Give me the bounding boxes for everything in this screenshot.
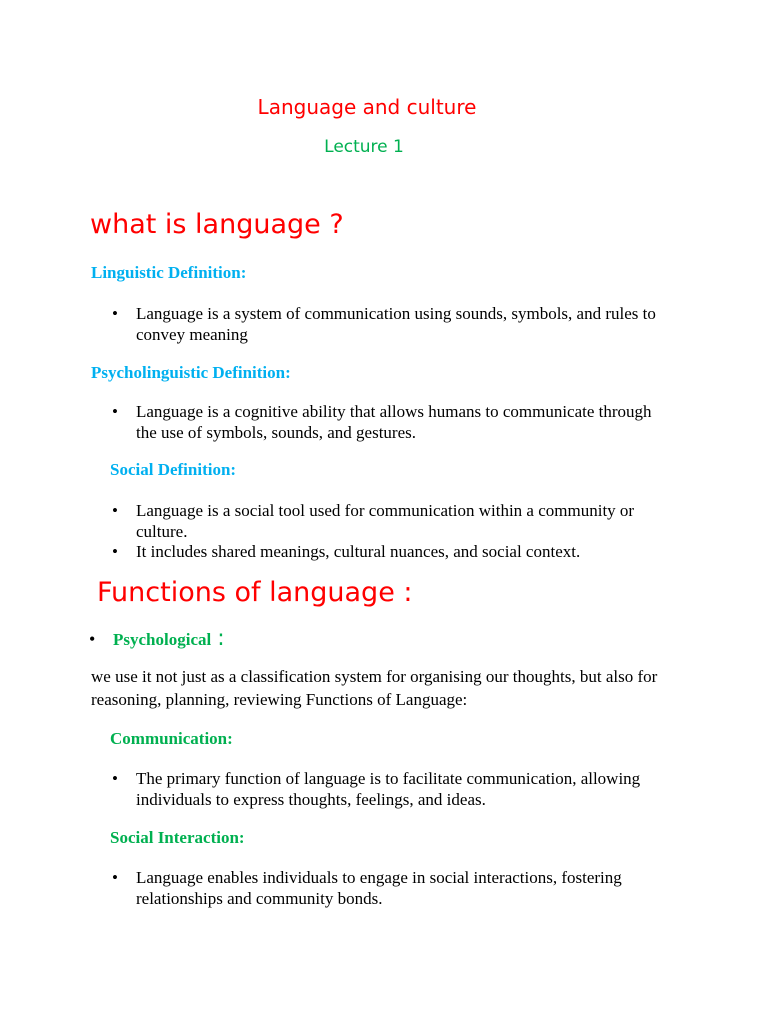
bullet-icon: • — [112, 542, 118, 561]
document-title: Language and culture — [257, 95, 477, 119]
bullet-icon: • — [112, 769, 118, 788]
bullet-icon: • — [112, 304, 118, 323]
communication-heading: Communication: — [110, 729, 233, 748]
list-item — [112, 401, 672, 443]
list-item — [112, 500, 672, 542]
functions-paragraph: we use it not just as a classification system for organising our thoughts, but also for reasoning, planning, reviewing Functions of Language: — [91, 667, 658, 709]
psychological-colon: : — [217, 626, 225, 651]
document-subtitle: Lecture 1 — [324, 137, 404, 157]
list-item-text: Language is a social tool used for communication within a community or culture. — [136, 501, 635, 541]
list-item — [112, 867, 672, 909]
list-item — [112, 303, 672, 345]
bullet-icon: • — [89, 629, 96, 649]
linguistic-definition-heading: Linguistic Definition: — [91, 263, 247, 282]
list-item-text: Language is a system of communication using sounds, symbols, and rules to convey meaning — [136, 304, 656, 344]
list-item-text: Language is a cognitive ability that allows humans to communicate through the use of symbols, sounds, and gestures. — [136, 402, 652, 442]
social-interaction-heading: Social Interaction: — [110, 828, 245, 847]
list-item-text: Language enables individuals to engage in social interactions, fostering relationships and community bonds. — [136, 868, 622, 908]
section-heading-what-is-language: what is language ? — [90, 209, 344, 240]
social-definition-heading: Social Definition: — [110, 460, 237, 479]
psycholinguistic-definition-heading: Psycholinguistic Definition: — [91, 363, 291, 382]
psychological-label: Psychological — [113, 630, 212, 649]
list-item-text: The primary function of language is to facilitate communication, allowing individuals to express thoughts, feelings, and ideas. — [136, 769, 641, 809]
bullet-icon: • — [112, 501, 118, 520]
psychological-item — [89, 626, 225, 651]
bullet-icon: • — [112, 402, 118, 421]
list-item — [112, 768, 672, 810]
list-item-text: It includes shared meanings, cultural nuances, and social context. — [136, 542, 581, 561]
bullet-icon: • — [112, 868, 118, 887]
list-item — [112, 541, 672, 562]
section-heading-functions-of-language: Functions of language : — [97, 577, 413, 608]
